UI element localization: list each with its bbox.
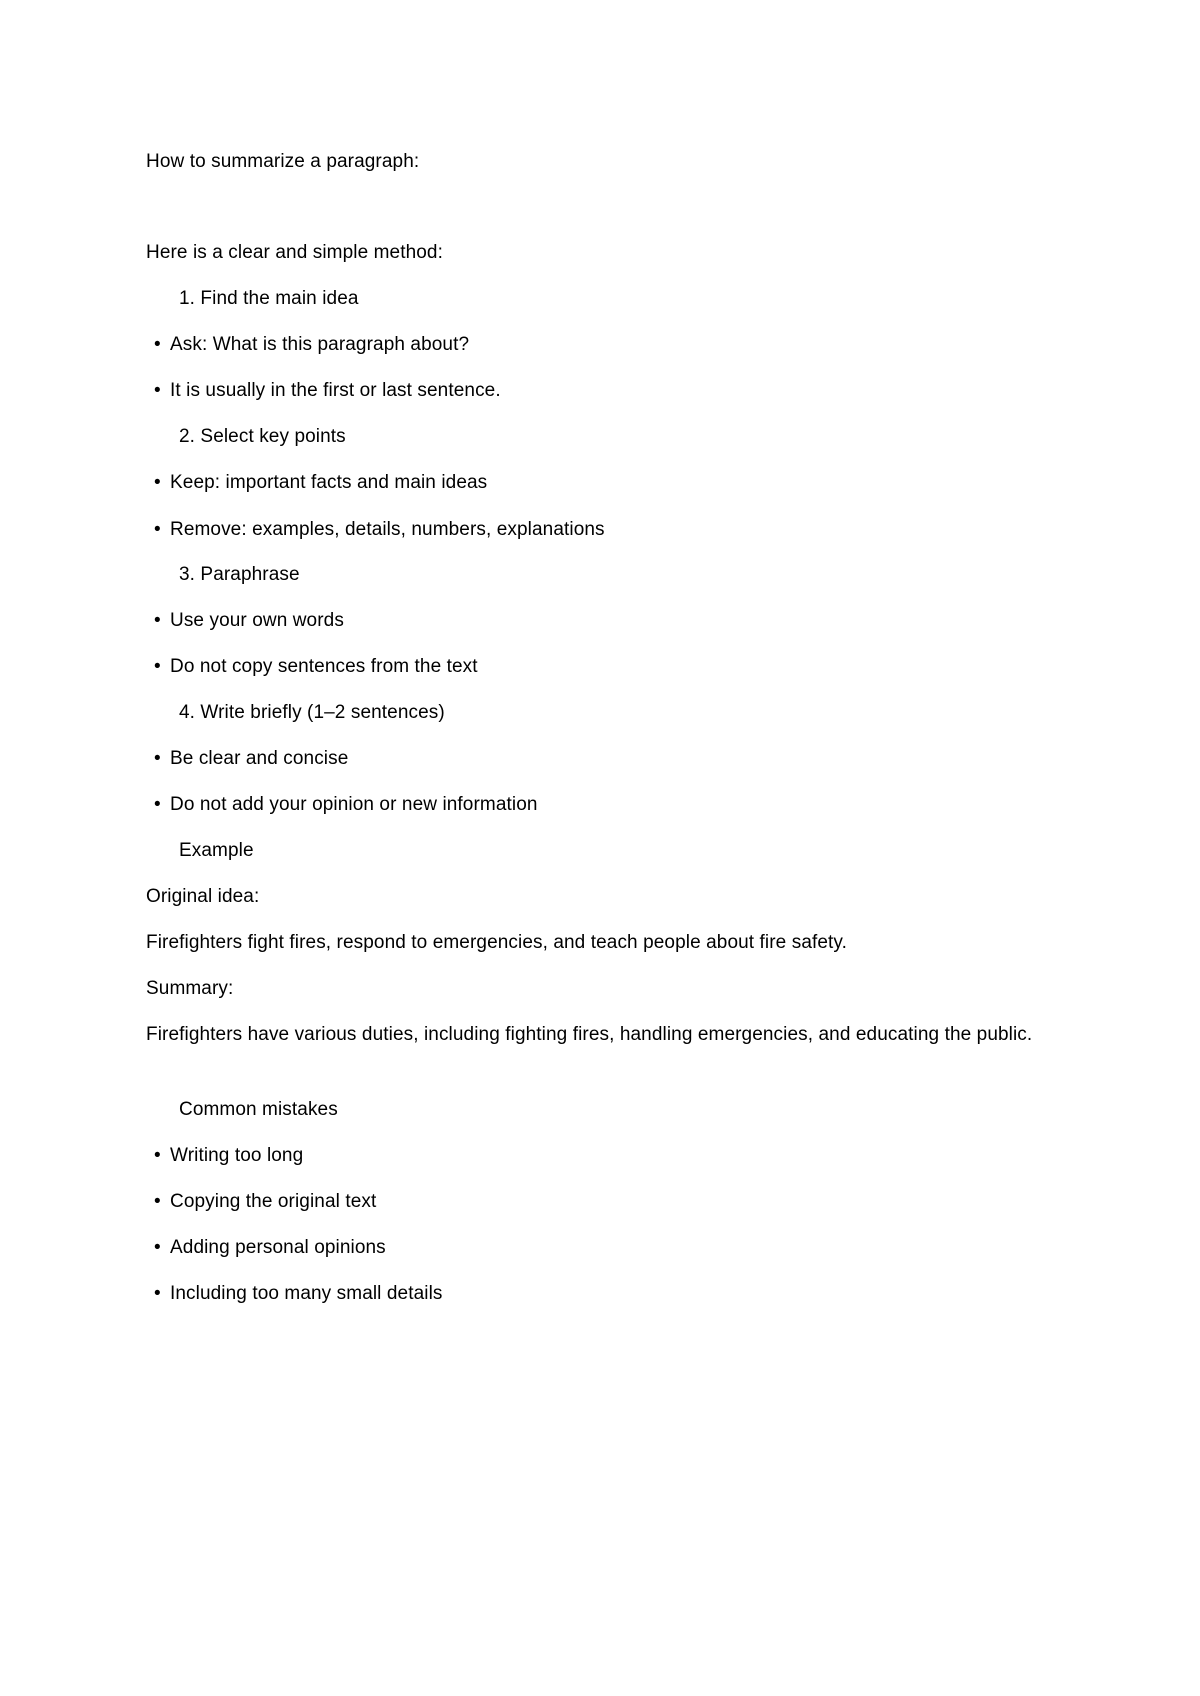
list-item [154,330,469,359]
list-item-text: Be clear and concise [170,748,349,769]
list-item-text: Keep: important facts and main ideas [170,472,488,493]
list-item-text: Including too many small details [170,1283,443,1304]
list-item [154,1279,443,1308]
mistakes-heading: Common mistakes [179,1099,338,1120]
list-item [154,1141,303,1170]
list-item [154,744,348,773]
list-item-text: Remove: examples, details, numbers, explanations [170,519,605,540]
list-item [154,468,487,497]
step-heading: 4. Write briefly (1–2 sentences) [179,702,445,723]
list-item-text: Adding personal opinions [170,1237,386,1258]
bullet-icon: • [154,794,161,815]
list-item [154,1187,376,1216]
step-heading: 1. Find the main idea [179,288,359,309]
summary-label: Summary: [146,978,234,999]
list-item [154,1233,386,1262]
list-item-text: Writing too long [170,1145,304,1166]
list-item-text: Do not copy sentences from the text [170,656,478,677]
intro-text: Here is a clear and simple method: [146,242,443,263]
list-item-text: It is usually in the first or last sentence. [170,380,501,401]
bullet-icon: • [154,656,161,677]
list-item [154,376,501,405]
list-item [154,606,344,635]
list-item [154,515,605,544]
bullet-icon: • [154,472,161,493]
list-item-text: Copying the original text [170,1191,377,1212]
bullet-icon: • [154,1283,161,1304]
bullet-icon: • [154,610,161,631]
bullet-icon: • [154,748,161,769]
document-title: How to summarize a paragraph: [146,151,420,172]
summary-text: Firefighters have various duties, including fighting fires, handling emergencies, and educating the public. [146,1024,1033,1045]
list-item-text: Do not add your opinion or new information [170,794,538,815]
list-item [154,652,478,681]
original-label: Original idea: [146,886,260,907]
original-text: Firefighters fight fires, respond to emergencies, and teach people about fire safety. [146,932,847,953]
bullet-icon: • [154,334,161,355]
bullet-icon: • [154,519,161,540]
bullet-icon: • [154,380,161,401]
bullet-icon: • [154,1145,161,1166]
list-item [154,790,538,819]
list-item-text: Ask: What is this paragraph about? [170,334,470,355]
bullet-icon: • [154,1237,161,1258]
step-heading: 3. Paraphrase [179,564,300,585]
example-heading: Example [179,840,254,861]
step-heading: 2. Select key points [179,426,346,447]
bullet-icon: • [154,1191,161,1212]
list-item-text: Use your own words [170,610,344,631]
